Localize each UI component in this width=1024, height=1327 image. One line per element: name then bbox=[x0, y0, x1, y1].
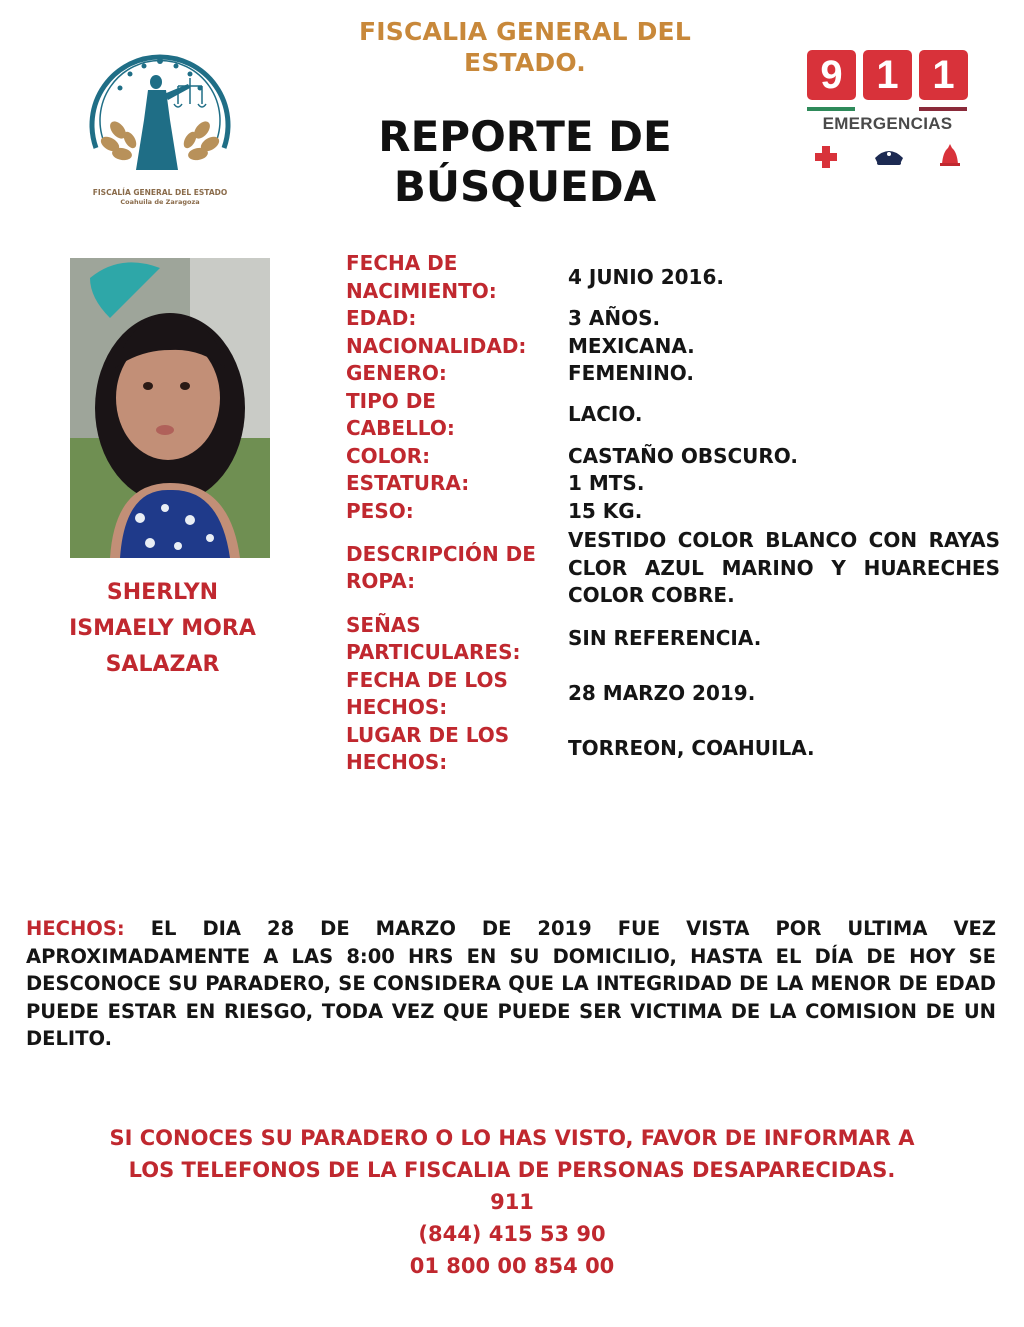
phone-911: 911 bbox=[490, 1190, 534, 1214]
digit-1-second: 1 bbox=[919, 50, 968, 100]
label-line: TIPO DE bbox=[346, 388, 436, 413]
detail-label: COLOR: bbox=[346, 443, 431, 468]
logo-subtext: Coahuila de Zaragoza bbox=[120, 198, 200, 206]
detail-label: GENERO: bbox=[346, 361, 447, 385]
name-line-2: ISMAELY MORA bbox=[69, 616, 256, 641]
police-cap-icon bbox=[873, 146, 905, 166]
label-line: CABELLO: bbox=[346, 416, 455, 440]
detail-row-birthdate bbox=[346, 250, 1000, 305]
maroon-bar bbox=[919, 107, 967, 111]
title-line-1: REPORTE DE bbox=[378, 112, 672, 161]
person-name bbox=[40, 575, 285, 683]
label-line: HECHOS: bbox=[346, 750, 448, 774]
emergencias-text: EMERGENCIAS bbox=[822, 114, 953, 133]
detail-label bbox=[346, 388, 568, 443]
hechos-paragraph bbox=[26, 915, 996, 1053]
green-bar bbox=[807, 107, 855, 111]
detail-label: EDAD: bbox=[346, 306, 417, 330]
label-line: NACIMIENTO: bbox=[346, 278, 497, 303]
detail-row-marks bbox=[346, 612, 1000, 667]
name-line-3: SALAZAR bbox=[105, 652, 220, 677]
detail-label bbox=[346, 612, 568, 667]
logo-text: FISCALÍA GENERAL DEL ESTADO bbox=[92, 188, 228, 197]
detail-label: PESO: bbox=[346, 498, 414, 523]
detail-label: NACIONALIDAD: bbox=[346, 333, 527, 358]
detail-value: VESTIDO COLOR BLANCO CON RAYAS CLOR AZUL MARINO Y HUARECHES COLOR COBRE. bbox=[568, 528, 1000, 607]
page-title bbox=[350, 112, 700, 212]
detail-row-event-date bbox=[346, 667, 1000, 722]
detail-row-nationality bbox=[346, 333, 1000, 361]
detail-value: 4 JUNIO 2016. bbox=[568, 264, 724, 289]
detail-row-height bbox=[346, 470, 1000, 498]
phone-toll-free: 01 800 00 854 00 bbox=[409, 1254, 615, 1278]
portrait-image bbox=[70, 258, 270, 558]
label-line: ROPA: bbox=[346, 569, 416, 594]
detail-value: 1 MTS. bbox=[568, 471, 645, 495]
detail-value: 3 AÑOS. bbox=[568, 306, 661, 330]
detail-label bbox=[346, 250, 568, 305]
hechos-text: EL DIA 28 DE MARZO DE 2019 FUE VISTA POR ULTIMA VEZ APROXIMADAMENTE A LAS 8:00 HRS EN SU DOMICILIO, HASTA EL DÍA DE HOY SE DESCONOCE SU PARADERO, SE CONSIDERA QUE LA INTEGRIDAD DE LA MENOR DE EDAD PUEDE ESTAR EN RIESGO, TODA VEZ QUE PUEDE SER VICTIMA DE LA COMISION DE UN DELITO. bbox=[26, 917, 996, 1050]
red-cross-icon bbox=[813, 144, 839, 170]
detail-label: ESTATURA: bbox=[346, 471, 470, 495]
detail-value: FEMENINO. bbox=[568, 361, 694, 385]
detail-row-event-place bbox=[346, 722, 1000, 777]
fire-bell-icon bbox=[939, 142, 961, 168]
agency-name: FISCALIA GENERAL DEL ESTADO. bbox=[359, 17, 691, 77]
detail-value: 15 KG. bbox=[568, 498, 643, 523]
label-line: PARTICULARES: bbox=[346, 640, 521, 664]
label-line: DESCRIPCIÓN DE bbox=[346, 541, 536, 566]
detail-label bbox=[346, 667, 568, 722]
phone-fiscalia: (844) 415 53 90 bbox=[418, 1222, 606, 1246]
details-table bbox=[346, 250, 1000, 777]
missing-child-photo bbox=[70, 258, 270, 558]
label-line: HECHOS: bbox=[346, 695, 448, 719]
detail-row-hair-type bbox=[346, 388, 1000, 443]
detail-row-gender bbox=[346, 360, 1000, 388]
label-line: FECHA DE LOS bbox=[346, 667, 508, 692]
detail-row-color bbox=[346, 443, 1000, 471]
footer-line-2: LOS TELEFONOS DE LA FISCALIA DE PERSONAS DESAPARECIDAS. bbox=[128, 1158, 896, 1182]
detail-value: TORREON, COAHUILA. bbox=[568, 736, 815, 761]
hechos-label: HECHOS: bbox=[26, 917, 125, 940]
contact-footer bbox=[20, 1122, 1004, 1282]
detail-row-clothing bbox=[346, 527, 1000, 610]
detail-value: MEXICANA. bbox=[568, 333, 695, 358]
label-line: LUGAR DE LOS bbox=[346, 722, 510, 747]
detail-label bbox=[346, 541, 568, 596]
digit-9: 9 bbox=[807, 50, 856, 100]
detail-value: 28 MARZO 2019. bbox=[568, 681, 756, 706]
detail-row-weight bbox=[346, 498, 1000, 526]
digit-1: 1 bbox=[863, 50, 912, 100]
detail-value: CASTAÑO OBSCURO. bbox=[568, 443, 798, 468]
detail-value: LACIO. bbox=[568, 402, 643, 427]
title-line-2: BÚSQUEDA bbox=[393, 162, 657, 211]
label-line: FECHA DE bbox=[346, 251, 458, 275]
detail-label bbox=[346, 722, 568, 777]
911-emergencias-logo bbox=[805, 50, 970, 175]
name-line-1: SHERLYN bbox=[106, 580, 219, 605]
footer-line-1: SI CONOCES SU PARADERO O LO HAS VISTO, FAVOR DE INFORMAR A bbox=[109, 1126, 915, 1150]
detail-row-age bbox=[346, 305, 1000, 333]
detail-value: SIN REFERENCIA. bbox=[568, 626, 762, 651]
fiscalia-logo bbox=[78, 30, 242, 210]
lady-justice-emblem-icon bbox=[78, 30, 242, 180]
label-line: SEÑAS bbox=[346, 612, 421, 637]
